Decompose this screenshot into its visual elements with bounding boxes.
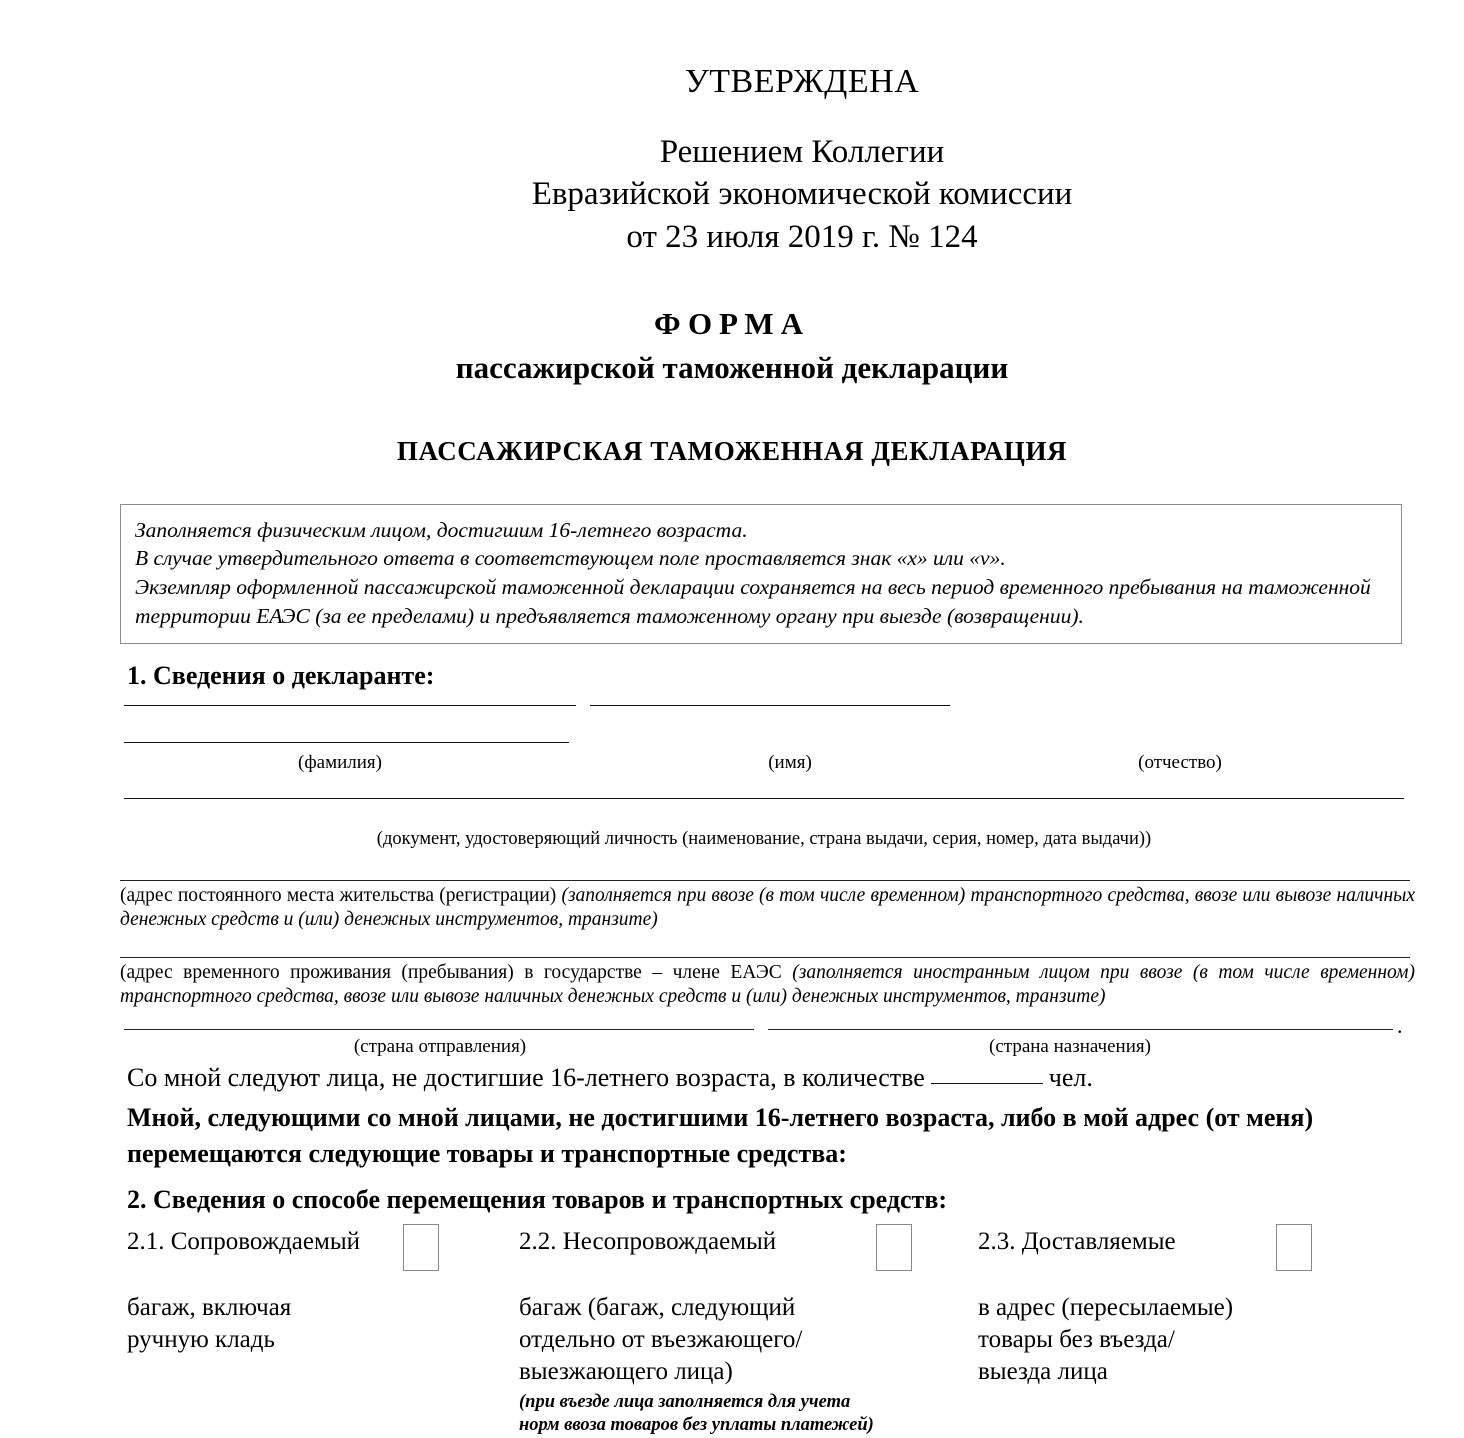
option-2-1-header — [127, 1228, 507, 1276]
page-title: ПАССАЖИРСКАЯ ТАМОЖЕННАЯ ДЕКЛАРАЦИЯ — [396, 435, 1068, 466]
checkbox-delivered-goods[interactable] — [1276, 1224, 1312, 1271]
transport-option-delivered — [978, 1228, 1308, 1387]
instruction-line-1: Заполняется физическим лицом, достигшим 16-летнего возраста. — [135, 517, 748, 542]
checkbox-accompanied-baggage[interactable] — [403, 1224, 439, 1271]
approved-heading — [0, 0, 1464, 101]
accompanying-persons-count-input[interactable] — [931, 1083, 1043, 1084]
caption-identity-document: (документ, удостоверяющий личность (наименование, страна выдачи, серия, номер, дата выдачи)) — [376, 829, 1152, 849]
option-2-2-body: багаж (багаж, следующий отдельно от въезжающего/ выезжающего лица) — [519, 1294, 803, 1385]
option-2-2-note: (при въезде лица заполняется для учета норм ввоза товаров без уплаты платежей) — [519, 1392, 874, 1436]
option-2-2-label: 2.2. Несопровождаемый — [519, 1228, 777, 1255]
caption-temporary-address-italic: (заполняется иностранным лицом при ввозе (в том числе временном) транспортного средства, ввозе или вывозе наличных денежных средств и (или) денежных инструментов, транзите) — [120, 962, 1415, 1007]
accompanying-persons-row — [127, 1063, 1093, 1093]
instruction-line-3: Экземпляр оформленной пассажирской таможенной декларации сохраняется на весь период временного пребывания на таможенной территории ЕАЭС (за ее пределами) и предъявляется таможенному органу при выезде (возвращении). — [135, 574, 1371, 628]
form-subtitle: пассажирской таможенной декларации — [455, 349, 1009, 385]
caption-surname: (фамилия) — [298, 752, 382, 773]
country-from-input-line[interactable] — [124, 1029, 754, 1030]
transport-option-accompanied — [127, 1228, 507, 1356]
identity-document-input-line[interactable] — [124, 798, 1404, 799]
instruction-line-2: В случае утвердительного ответа в соответствующем поле проставляется знак «х» или «v». — [135, 546, 1006, 571]
section-1-heading: 1. Сведения о декларанте: — [127, 661, 435, 691]
declaration-statement: Мной, следующими со мной лицами, не достигшими 16-летнего возраста, либо в мой адрес (от меня) перемещаются следующие товары и транспортные средства: — [127, 1103, 1314, 1168]
option-2-1-label: 2.1. Сопровождаемый — [127, 1228, 360, 1255]
option-2-2-header — [519, 1228, 919, 1276]
form-word: ФОРМА — [653, 305, 811, 341]
caption-permanent-address-plain: (адрес постоянного места жительства (регистрации) — [120, 885, 562, 906]
accompanying-persons-label: Со мной следуют лица, не достигшие 16-летнего возраста, в количестве — [127, 1063, 925, 1092]
decision-line-2: Евразийской экономической комиссии — [531, 176, 1073, 213]
decision-block — [0, 101, 1464, 258]
instructions-box — [120, 504, 1402, 644]
caption-permanent-address-italic: (заполняется при ввозе (в том числе временном) транспортного средства, ввозе или вывозе наличных денежных средств и (или) денежных инструментов, транзите) — [120, 885, 1415, 930]
decision-line-3: от 23 июля 2019 г. № 124 — [626, 218, 978, 255]
surname-input-line[interactable] — [124, 705, 576, 706]
caption-country-from: (страна отправления) — [353, 1036, 527, 1057]
firstname-input-line[interactable] — [590, 705, 950, 706]
accompanying-persons-unit: чел. — [1048, 1063, 1093, 1092]
caption-temporary-address-plain: (адрес временного проживания (пребывания) в государстве – члене ЕАЭС — [120, 962, 793, 983]
caption-permanent-address — [120, 884, 1415, 932]
temporary-address-input-line[interactable] — [120, 957, 1410, 958]
option-2-3-header — [978, 1228, 1308, 1276]
country-to-input-line[interactable] — [768, 1029, 1393, 1030]
caption-firstname: (имя) — [768, 752, 812, 773]
caption-temporary-address — [120, 961, 1415, 1009]
checkbox-unaccompanied-baggage[interactable] — [876, 1224, 912, 1271]
caption-patronymic: (отчество) — [1138, 752, 1222, 773]
permanent-address-input-line[interactable] — [120, 880, 1410, 881]
option-2-1-body: багаж, включая ручную кладь — [127, 1294, 292, 1353]
caption-country-to: (страна назначения) — [989, 1036, 1151, 1057]
option-2-3-body: в адрес (пересылаемые) товары без въезда/ выезда лица — [978, 1294, 1234, 1385]
approved-text: УТВЕРЖДЕНА — [684, 63, 920, 100]
country-line-period: . — [1397, 1013, 1403, 1038]
option-2-3-label: 2.3. Доставляемые — [978, 1228, 1176, 1255]
transport-option-unaccompanied — [519, 1228, 919, 1438]
decision-line-1: Решением Коллегии — [659, 134, 945, 171]
section-2-heading: 2. Сведения о способе перемещения товаров и транспортных средств: — [127, 1185, 948, 1214]
patronymic-input-line[interactable] — [124, 742, 569, 743]
